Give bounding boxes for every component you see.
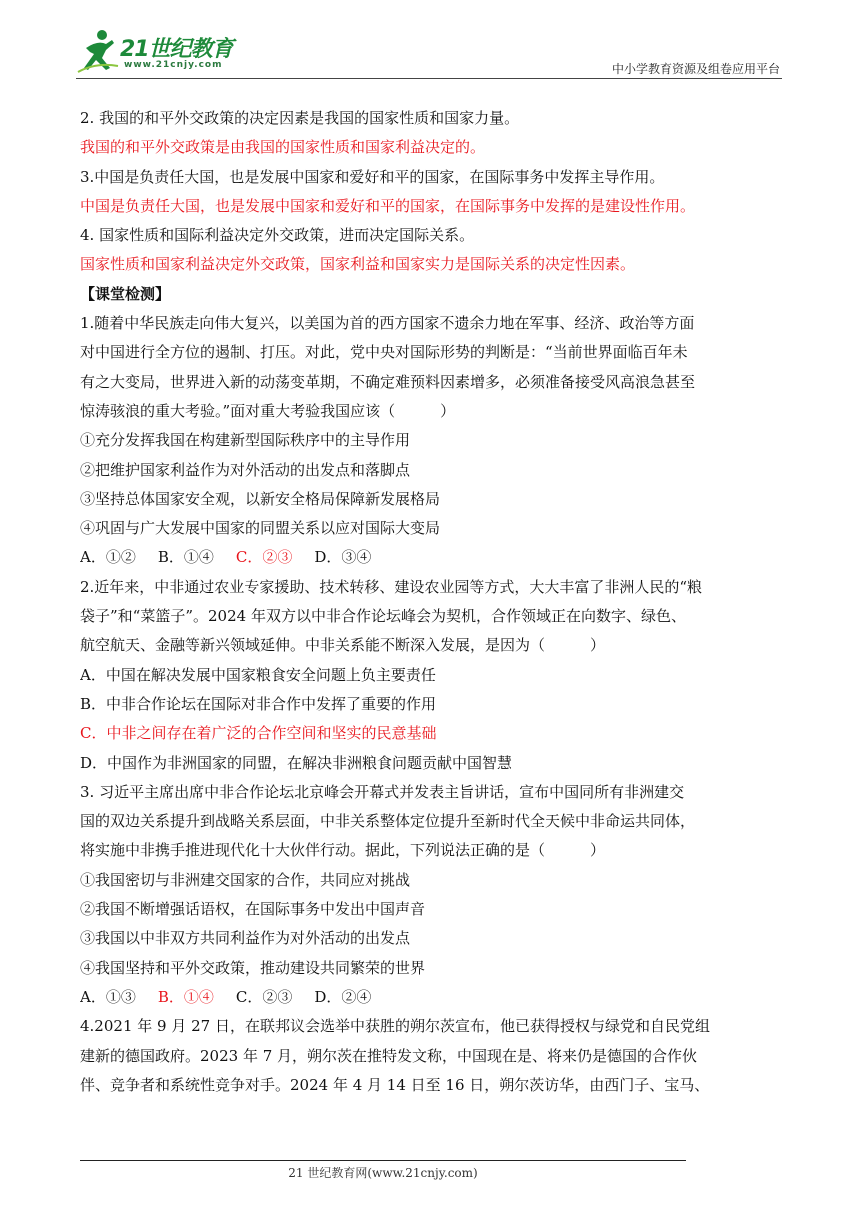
text-line: ④巩固与广大发展中国家的同盟关系以应对国际大变局 bbox=[80, 519, 441, 538]
logo-url: www.21cnjy.com bbox=[124, 60, 223, 70]
text-line: ③我国以中非双方共同利益作为对外活动的出发点 bbox=[80, 929, 411, 948]
text-line: 袋子”和“菜篮子”。2024 年双方以中非合作论坛峰会为契机，合作领域正在向数字、绿色、 bbox=[80, 607, 686, 626]
document-body bbox=[80, 104, 782, 1100]
answer-option: C．②③ bbox=[235, 548, 293, 567]
answer-option: A．①③ bbox=[80, 987, 136, 1006]
text-line: D．中国作为非洲国家的同盟，在解决非洲粮食问题贡献中国智慧 bbox=[80, 753, 513, 772]
answer-line: C．中非之间存在着广泛的合作空间和坚实的民意基础 bbox=[80, 724, 437, 743]
answer-line: 中国是负责任大国，也是发展中国家和爱好和平的国家，在国际事务中发挥的是建设性作用。 bbox=[80, 196, 696, 215]
text-line: ③坚持总体国家安全观，以新安全格局保障新发展格局 bbox=[80, 489, 441, 508]
answer-option: D．③④ bbox=[314, 548, 372, 567]
text-line: 1.随着中华民族走向伟大复兴，以美国为首的西方国家不遗余力地在军事、经济、政治等方面 bbox=[80, 314, 695, 333]
answer-line: 国家性质和国家利益决定外交政策，国家利益和国家实力是国际关系的决定性因素。 bbox=[80, 255, 636, 274]
text-line: 有之大变局，世界进入新的动荡变革期，不确定难预料因素增多，必须准备接受风高浪急甚至 bbox=[80, 372, 696, 391]
answer-option: B．①④ bbox=[157, 987, 214, 1006]
text-line: 2. 我国的和平外交政策的决定因素是我国的国家性质和国家力量。 bbox=[80, 109, 520, 127]
text-line: 伴、竞争者和系统性竞争对手。2024 年 4 月 14 日至 16 日，朔尔茨访华，由西门子、宝马、 bbox=[80, 1075, 710, 1094]
answer-options bbox=[80, 543, 782, 572]
text-line: 4. 国家性质和国际利益决定外交政策，进而决定国际关系。 bbox=[80, 226, 475, 245]
text-line: A．中国在解决发展中国家粮食安全问题上负主要责任 bbox=[80, 665, 436, 684]
text-line: 对中国进行全方位的遏制、打压。对此，党中央对国际形势的判断是：“当前世界面临百年未 bbox=[80, 343, 688, 362]
answer-options bbox=[80, 983, 782, 1012]
answer-option: D．②④ bbox=[314, 987, 372, 1006]
answer-option: C．②③ bbox=[235, 987, 293, 1006]
text-line: ④我国坚持和平外交政策，推动建设共同繁荣的世界 bbox=[80, 958, 426, 977]
header-divider bbox=[76, 78, 782, 79]
platform-tagline: 中小学教育资源及组卷应用平台 bbox=[611, 62, 780, 76]
text-line: 国的双边关系提升到战略关系层面，中非关系整体定位提升至新时代全天候中非命运共同体， bbox=[80, 812, 696, 831]
text-line: 3. 习近平主席出席中非合作论坛北京峰会开幕式并发表主旨讲话，宣布中国同所有非洲建交 bbox=[80, 782, 685, 801]
page-header bbox=[0, 0, 860, 80]
answer-option: B．①④ bbox=[157, 548, 214, 567]
answer-option: A．①② bbox=[80, 548, 136, 567]
text-line: 4.2021 年 9 月 27 日，在联邦议会选举中获胜的朔尔茨宣布，他已获得授权与绿党和自民党组 bbox=[80, 1017, 710, 1036]
text-line: 惊涛骇浪的重大考验。”面对重大考验我国应该（ ） bbox=[80, 401, 456, 420]
answer-line: 我国的和平外交政策是由我国的国家性质和国家利益决定的。 bbox=[80, 138, 486, 157]
text-line: 2.近年来，中非通过农业专家援助、技术转移、建设农业园等方式，大大丰富了非洲人民的“粮 bbox=[80, 577, 702, 596]
text-line: 将实施中非携手推进现代化十大伙伴行动。据此，下列说法正确的是（ ） bbox=[80, 841, 606, 860]
logo-text: 21世纪教育 bbox=[120, 37, 233, 62]
section-heading: 【课堂检测】 bbox=[80, 284, 171, 303]
text-line: ①我国密切与非洲建交国家的合作，共同应对挑战 bbox=[80, 870, 411, 889]
text-line: B．中非合作论坛在国际对非合作中发挥了重要的作用 bbox=[80, 694, 437, 713]
text-line: ①充分发挥我国在构建新型国际秩序中的主导作用 bbox=[80, 431, 411, 450]
footer-divider bbox=[80, 1160, 686, 1161]
site-logo bbox=[76, 28, 246, 76]
text-line: 建新的德国政府。2023 年 7 月，朔尔茨在推特发文称，中国现在是、将来仍是德国的合作伙 bbox=[80, 1046, 698, 1065]
text-line: 航空航天、金融等新兴领域延伸。中非关系能不断深入发展，是因为（ ） bbox=[80, 636, 606, 655]
runner-icon bbox=[76, 28, 120, 74]
text-line: ②我国不断增强话语权，在国际事务中发出中国声音 bbox=[80, 900, 426, 919]
page-footer: 21 世纪教育网(www.21cnjy.com) bbox=[288, 1166, 478, 1180]
text-line: ②把维护国家利益作为对外活动的出发点和落脚点 bbox=[80, 460, 411, 479]
text-line: 3.中国是负责任大国，也是发展中国家和爱好和平的国家，在国际事务中发挥主导作用。 bbox=[80, 167, 665, 186]
